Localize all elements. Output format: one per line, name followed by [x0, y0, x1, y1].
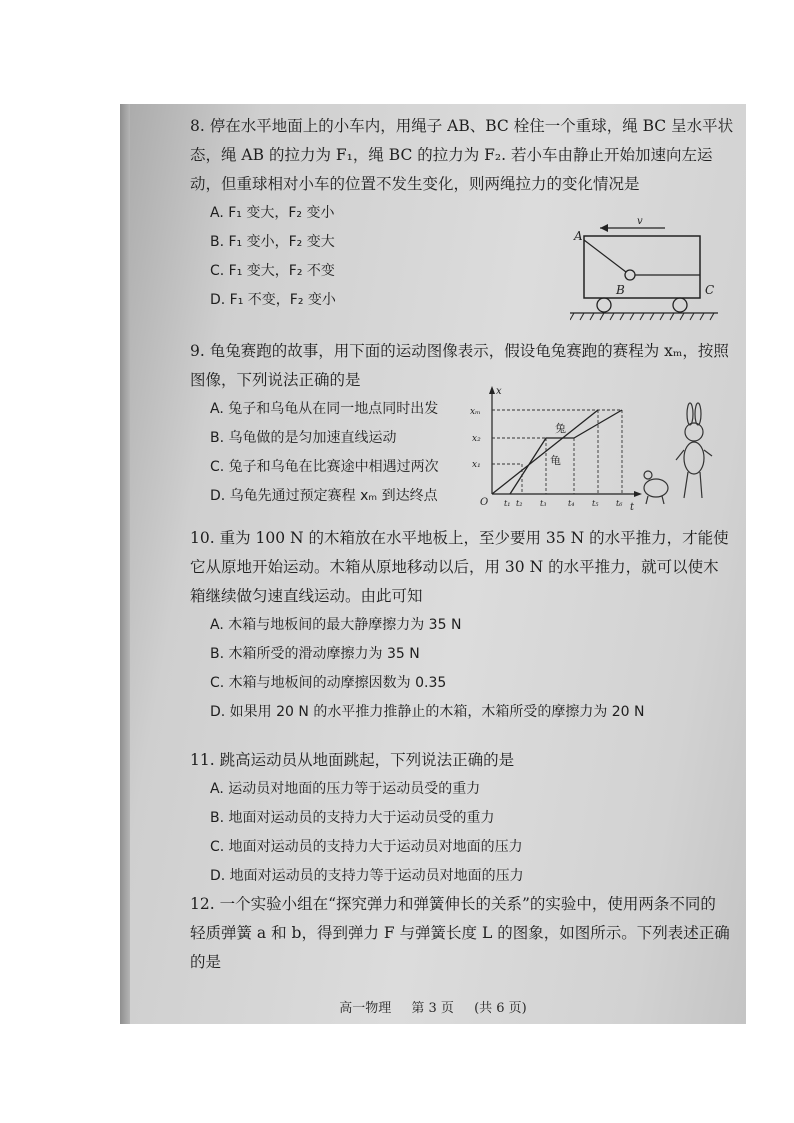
tick-t6: t₆ — [616, 499, 623, 508]
question-9-option-a: A. 兔子和乌龟从在同一地点同时出发 — [210, 401, 439, 417]
tick-x2: x₂ — [472, 434, 481, 444]
ball — [625, 270, 635, 280]
wheel-right — [673, 298, 687, 312]
label-c: C — [705, 283, 715, 297]
question-9-option-d: D. 乌龟先通过预定赛程 xₘ 到达终点 — [210, 488, 438, 504]
question-11-option-d: D. 地面对运动员的支持力等于运动员对地面的压力 — [210, 868, 524, 884]
cart-figure — [570, 214, 720, 326]
page-footer — [120, 997, 746, 1016]
footer-subject: 高一物理 — [339, 1001, 392, 1016]
y-axis-label: x — [496, 386, 502, 397]
question-11-option-a: A. 运动员对地面的压力等于运动员受的重力 — [210, 781, 481, 797]
footer-total: (共 6 页) — [474, 1001, 527, 1016]
question-10-option-c: C. 木箱与地板间的动摩擦因数为 0.35 — [210, 675, 447, 691]
turtle-line — [492, 410, 598, 494]
rabbit-turtle-illustration — [640, 400, 720, 510]
velocity-arrow — [600, 216, 665, 232]
cart-body — [584, 236, 700, 298]
tick-t1: t₁ — [504, 499, 511, 508]
question-12-stem: 12. 一个实验小组在“探究弹力和弹簧伸长的关系”的实验中，使用两条不同的轻质弹簧 a 和 b，得到弹力 F 与弹簧长度 L 的图象，如图所示。下列表述正确的是 — [190, 895, 730, 971]
question-12 — [190, 890, 730, 977]
turtle-label: 龟 — [550, 454, 561, 467]
ground-hatching — [570, 313, 714, 320]
turtle-icon — [644, 471, 668, 504]
question-8-option-c: C. F₁ 变大，F₂ 不变 — [210, 263, 335, 279]
x-axis-label: t — [630, 502, 635, 513]
tick-t3: t₃ — [540, 499, 547, 508]
question-11-stem: 11. 跳高运动员从地面跳起，下列说法正确的是 — [190, 751, 515, 769]
tick-t5: t₅ — [592, 499, 599, 508]
question-10 — [190, 524, 730, 727]
label-a: A — [574, 229, 583, 243]
rabbit-label: 兔 — [555, 422, 566, 435]
rabbit-icon — [676, 403, 712, 498]
question-10-stem: 10. 重为 100 N 的木箱放在水平地板上，至少要用 35 N 的水平推力，才能使它从原地开始运动。木箱从原地移动以后，用 30 N 的水平推力，就可以使木箱继续做匀速直线运动。由此可知 — [190, 529, 729, 605]
label-v: v — [637, 216, 643, 227]
question-8-stem: 8. 停在水平地面上的小车内，用绳子 AB、BC 栓住一个重球，绳 BC 呈水平状态，绳 AB 的拉力为 F₁，绳 BC 的拉力为 F₂. 若小车由静止开始加速向左运动，但重球相对小车的位置不发生变化，则两绳拉力的变化情况是 — [190, 117, 734, 193]
race-graph — [470, 384, 646, 514]
wheel-left — [597, 298, 611, 312]
exam-page-photo — [120, 104, 746, 1024]
page-shadow-edge — [120, 104, 130, 1024]
tick-xm: xₘ — [470, 407, 481, 417]
label-b: B — [616, 283, 625, 297]
rabbit-line — [510, 410, 622, 494]
rope-ab — [584, 240, 626, 272]
question-9-option-c: C. 兔子和乌龟在比赛途中相遇过两次 — [210, 459, 439, 475]
origin-label: O — [480, 497, 489, 508]
question-11-option-c: C. 地面对运动员的支持力大于运动员对地面的压力 — [210, 839, 523, 855]
question-9-option-b: B. 乌龟做的是匀加速直线运动 — [210, 430, 397, 446]
question-8-option-d: D. F₁ 不变，F₂ 变小 — [210, 292, 336, 308]
tick-t2: t₂ — [516, 499, 523, 508]
tick-t4: t₄ — [568, 499, 575, 508]
question-10-option-d: D. 如果用 20 N 的水平推力推静止的木箱，木箱所受的摩擦力为 20 N — [210, 704, 645, 720]
question-11-option-b: B. 地面对运动员的支持力大于运动员受的重力 — [210, 810, 495, 826]
question-9-stem: 9. 龟兔赛跑的故事，用下面的运动图像表示，假设龟兔赛跑的赛程为 xₘ，按照图像，下列说法正确的是 — [190, 342, 729, 389]
question-10-option-a: A. 木箱与地板间的最大静摩擦力为 35 N — [210, 617, 462, 633]
question-8-option-b: B. F₁ 变小，F₂ 变大 — [210, 234, 335, 250]
question-10-option-b: B. 木箱所受的滑动摩擦力为 35 N — [210, 646, 420, 662]
question-8-option-a: A. F₁ 变大，F₂ 变小 — [210, 205, 335, 221]
footer-page: 第 3 页 — [411, 1001, 454, 1016]
tick-x1: x₁ — [472, 460, 481, 470]
question-11 — [190, 746, 730, 891]
